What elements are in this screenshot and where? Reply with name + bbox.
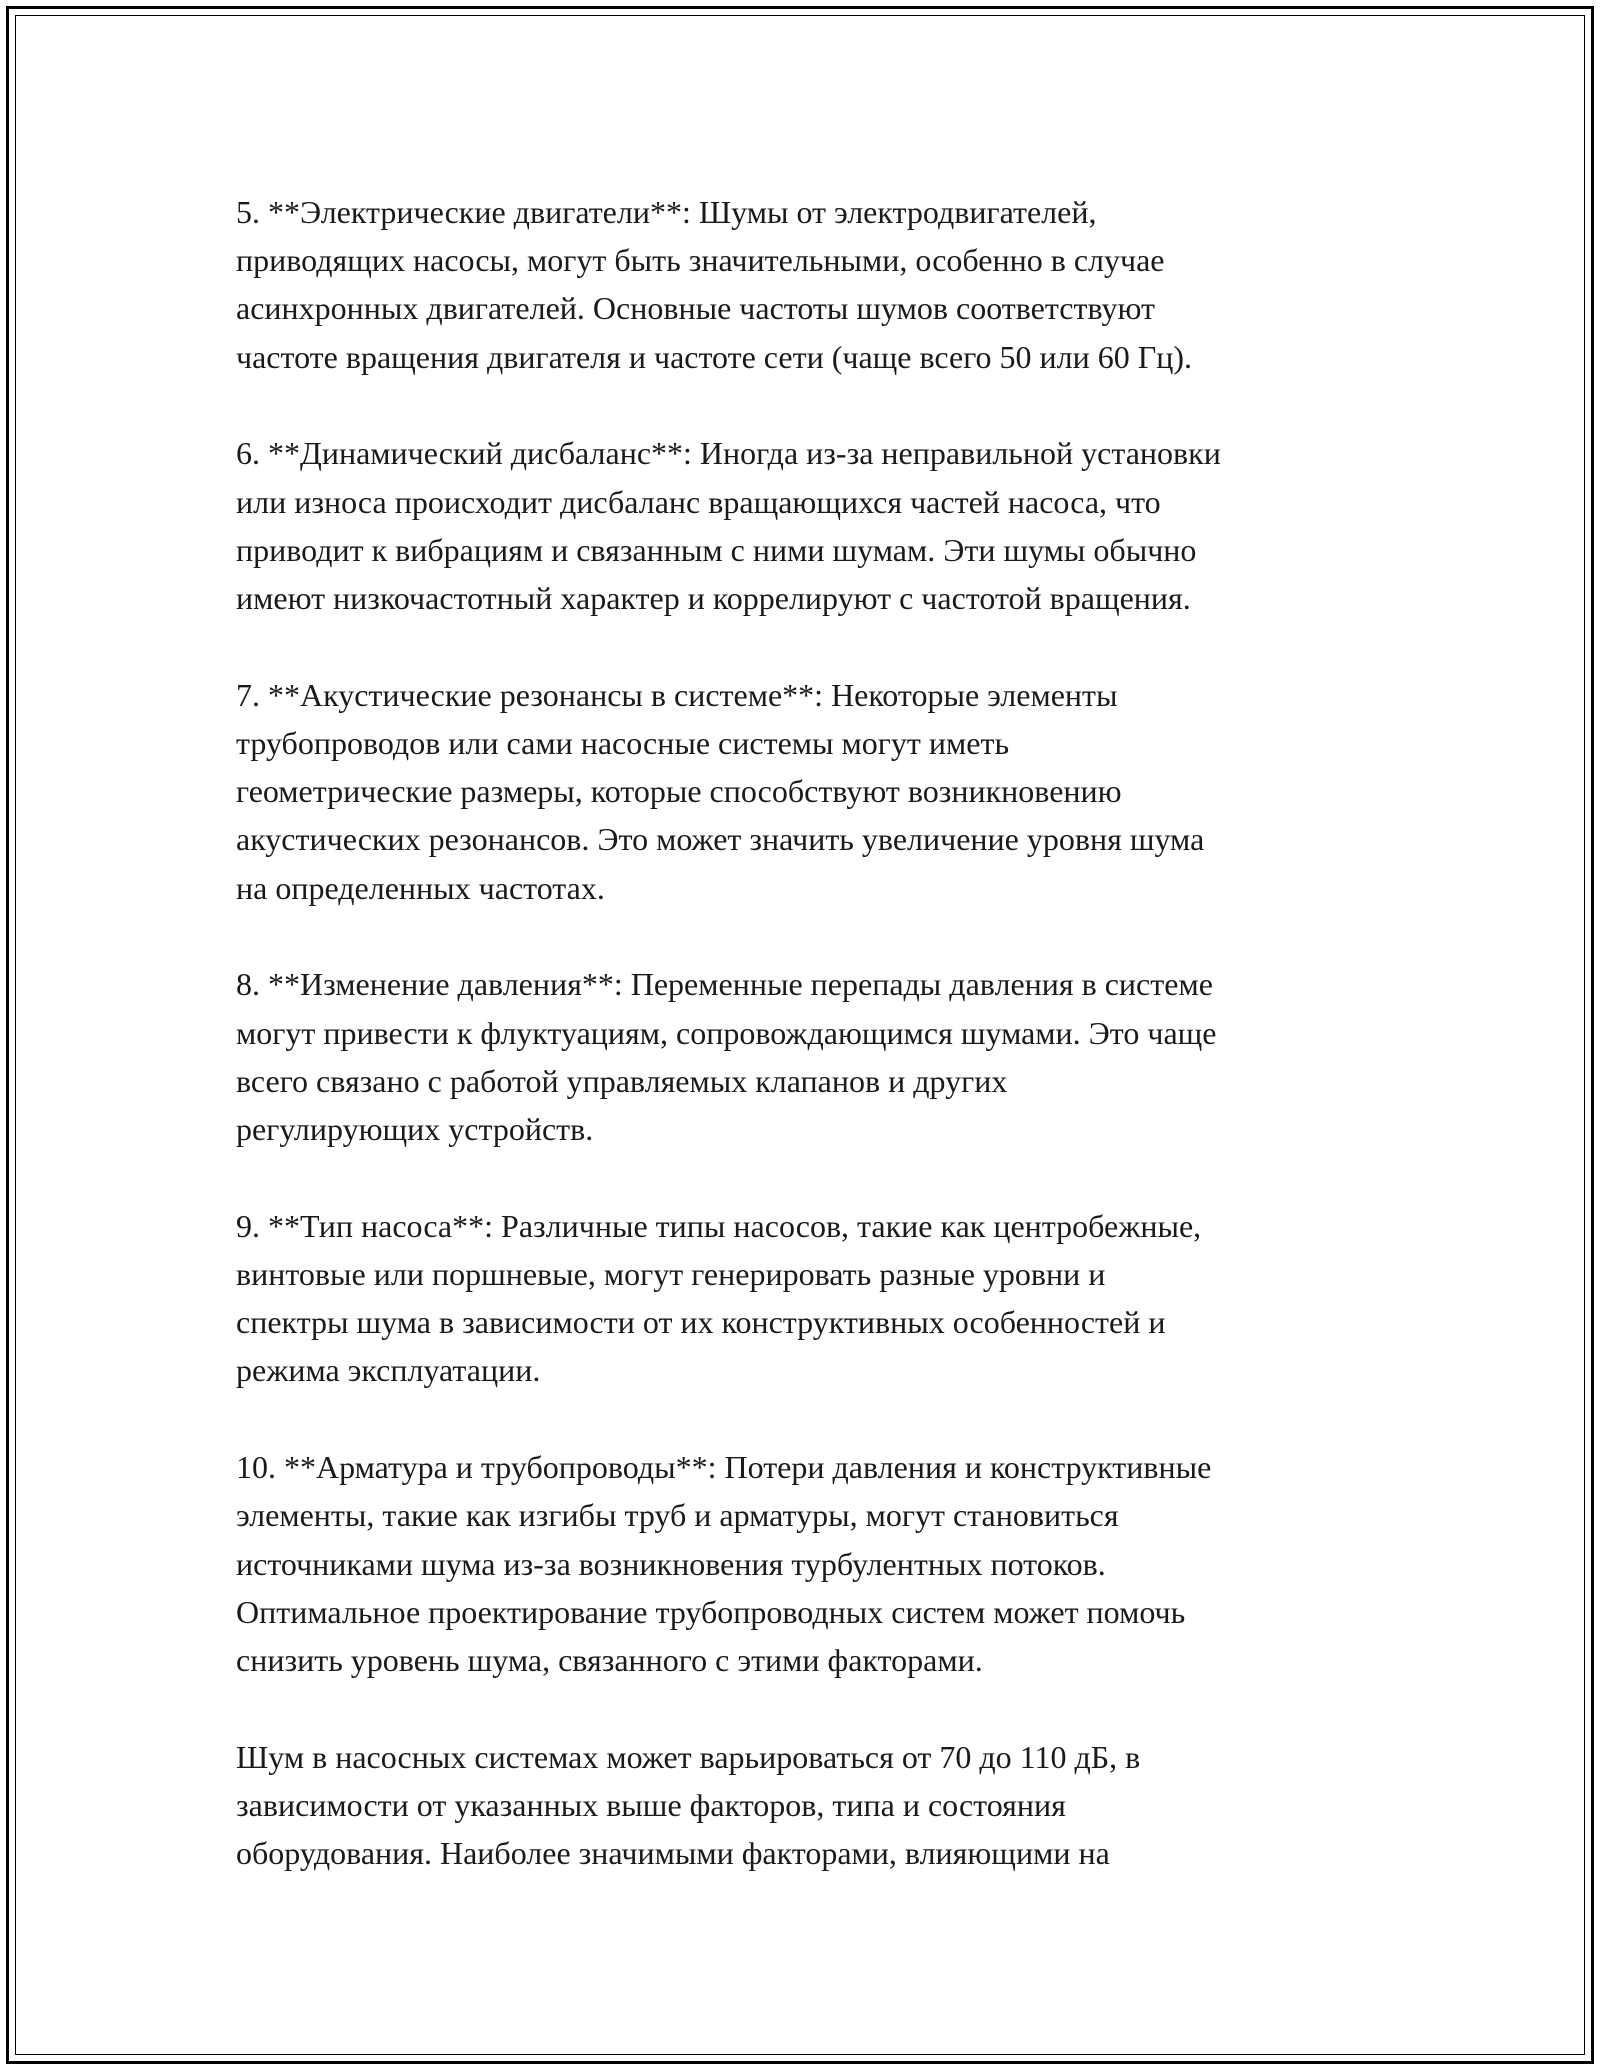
text-line: приводящих насосы, могут быть значительными, особенно в случае — [236, 242, 1165, 279]
text-line: частоте вращения двигателя и частоте сети (чаще всего 50 или 60 Гц). — [236, 338, 1193, 375]
text-line: 10. **Арматура и трубопроводы**: Потери давления и конструктивные — [236, 1449, 1212, 1486]
text-line: могут привести к флуктуациям, сопровождающимся шумами. Это чаще — [236, 1014, 1217, 1051]
text-line: 7. **Акустические резонансы в системе**: Некоторые элементы — [236, 676, 1118, 713]
text-line: элементы, такие как изгибы труб и арматуры, могут становиться — [236, 1497, 1119, 1534]
text-line: приводит к вибрациям и связанным с ними шумам. Эти шумы обычно — [236, 531, 1197, 568]
text-line: на определенных частотах. — [236, 869, 605, 906]
text-line: имеют низкочастотный характер и коррелируют с частотой вращения. — [236, 580, 1191, 617]
text-line: снизить уровень шума, связанного с этими факторами. — [236, 1642, 983, 1679]
text-line: 8. **Изменение давления**: Переменные перепады давления в системе — [236, 966, 1213, 1003]
text-line: оборудования. Наиболее значимыми факторами, влияющими на — [236, 1835, 1110, 1872]
text-line: режима эксплуатации. — [236, 1352, 541, 1389]
text-line: 9. **Тип насоса**: Различные типы насосов, такие как центробежные, — [236, 1207, 1202, 1244]
text-line: 6. **Динамический дисбаланс**: Иногда из-за неправильной установки — [236, 435, 1221, 472]
text-line: зависимости от указанных выше факторов, типа и состояния — [236, 1787, 1066, 1824]
paragraph-item-9 — [236, 1202, 1376, 1395]
text-line: или износа происходит дисбаланс вращающихся частей насоса, что — [236, 483, 1161, 520]
paragraph-item-7 — [236, 671, 1376, 912]
text-line: винтовые или поршневые, могут генерировать разные уровни и — [236, 1256, 1106, 1293]
paragraph-item-5 — [236, 188, 1376, 381]
document-body — [236, 188, 1376, 1877]
text-line: источниками шума из-за возникновения турбулентных потоков. — [236, 1545, 1106, 1582]
paragraph-item-8 — [236, 960, 1376, 1153]
paragraph-item-6 — [236, 429, 1376, 622]
text-line: акустических резонансов. Это может значить увеличение уровня шума — [236, 821, 1205, 858]
text-line: асинхронных двигателей. Основные частоты шумов соответствуют — [236, 290, 1155, 327]
text-line: Шум в насосных системах может варьироваться от 70 до 110 дБ, в — [236, 1738, 1141, 1775]
text-line: спектры шума в зависимости от их конструктивных особенностей и — [236, 1304, 1166, 1341]
text-line: трубопроводов или сами насосные системы могут иметь — [236, 725, 1010, 762]
text-line: 5. **Электрические двигатели**: Шумы от электродвигателей, — [236, 194, 1097, 230]
text-line: регулирующих устройств. — [236, 1111, 594, 1148]
text-line: Оптимальное проектирование трубопроводных систем может помочь — [236, 1593, 1186, 1630]
paragraph-item-10 — [236, 1443, 1376, 1684]
text-line: всего связано с работой управляемых клапанов и других — [236, 1062, 1008, 1099]
text-line: геометрические размеры, которые способствуют возникновению — [236, 773, 1122, 810]
paragraph-summary — [236, 1733, 1376, 1878]
